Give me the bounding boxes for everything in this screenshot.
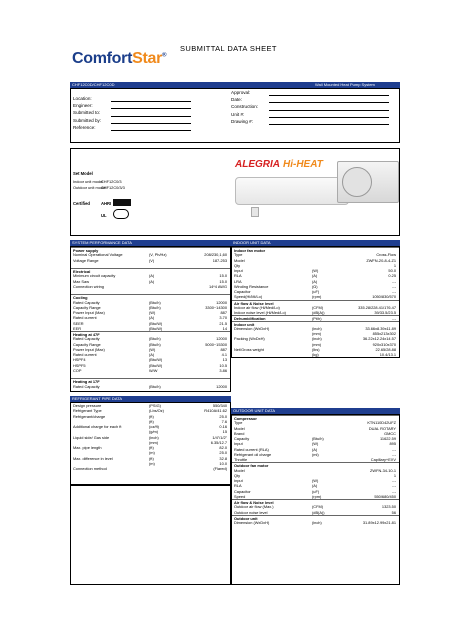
table-row: [232, 520, 399, 525]
outdoor-unit-illustration: [337, 161, 399, 203]
row-value: 550/680/450: [374, 493, 396, 499]
row-value: 887: [220, 310, 227, 315]
row-label: Additional charge for each ft: [73, 424, 122, 429]
row-unit: (kg): [312, 352, 319, 357]
row-label: Liquid side/ Gas side: [73, 434, 110, 440]
row-label: HSPF5: [73, 362, 86, 368]
row-value: 1/4"/1/2": [212, 434, 227, 440]
row-value: (Flared): [213, 466, 227, 471]
row-unit: (uF): [312, 289, 320, 294]
form-field-label: Date:: [231, 97, 242, 103]
row-value: 187-253: [212, 257, 227, 263]
form-field[interactable]: [73, 124, 191, 131]
row-label: Model: [234, 467, 245, 473]
row-value: 895: [389, 441, 396, 447]
table-row: [71, 466, 230, 471]
row-value: 1: [393, 262, 396, 268]
row-label: Rated current: [73, 315, 97, 321]
row-unit: (W): [149, 346, 156, 352]
row-value: 920x310x370: [372, 341, 396, 347]
row-label: LRA: [234, 278, 242, 284]
form-field[interactable]: [231, 111, 389, 118]
row-label: Air flow & Noise level: [234, 500, 274, 505]
logo-text-a: Comfort: [72, 50, 133, 67]
row-value: Capillary+EXV: [370, 457, 396, 462]
row-label: Max. pipe length: [73, 445, 102, 450]
row-unit: (m): [149, 450, 155, 456]
row-unit: (ft): [149, 413, 154, 419]
row-label: Compressor: [234, 416, 257, 421]
row-unit: (mm): [312, 331, 322, 336]
form-field-input-line[interactable]: [111, 125, 191, 131]
row-unit: (rpm): [312, 294, 322, 300]
form-field[interactable]: [73, 109, 191, 116]
row-value: ---: [392, 289, 396, 294]
row-unit: (ft): [149, 455, 154, 461]
row-label: Connection wiring: [73, 283, 104, 289]
row-value: 12000: [216, 336, 227, 342]
row-label: Outdoor fan motor: [234, 463, 269, 469]
row-label: Outdoor unit: [234, 515, 258, 521]
row-unit: (Btu/W): [149, 357, 163, 363]
row-label: Indoor noise level (Hi/Med/Lo): [234, 310, 286, 315]
row-unit: (rpm): [312, 493, 322, 499]
remote-control-illustration: [251, 207, 259, 217]
outdoor-model-value: CHF12C0/3/3: [101, 185, 125, 190]
row-unit: (Pt/h): [312, 316, 322, 322]
row-value: GMCC: [384, 430, 396, 436]
form-field[interactable]: [73, 95, 191, 102]
system-performance-table: [70, 246, 231, 392]
row-value: 36.22x12.24x14.57: [362, 336, 396, 342]
row-value: R410A/41.62: [204, 408, 227, 414]
row-unit: (PSIG): [149, 403, 161, 408]
row-label: Rated current: [73, 352, 97, 357]
row-value: 13: [222, 357, 227, 363]
form-field-label: Location:: [73, 96, 92, 101]
row-label: Refrigerant/charge: [73, 413, 106, 419]
row-value: 1: [393, 472, 396, 478]
row-label: Capacity: [234, 436, 250, 441]
row-value: ---: [392, 488, 396, 494]
row-value: 15.0: [219, 273, 227, 279]
ul-label: UL: [101, 213, 107, 218]
row-label: Power Input (Max): [73, 346, 105, 352]
row-label: Refrigerant oil charge: [234, 451, 272, 457]
row-value: 1323.50: [381, 504, 396, 510]
row-value: 10.4/13.1: [379, 352, 396, 357]
row-label: Winding Resistance: [234, 283, 269, 289]
set-model-title: Set Model: [73, 171, 93, 176]
row-unit: (CFM): [312, 304, 324, 310]
form-field-input-line[interactable]: [111, 118, 191, 124]
row-label: Electrical: [73, 269, 91, 274]
row-value: 7.6: [221, 418, 227, 424]
row-label: Throttle: [234, 457, 248, 462]
row-label: Capacitor: [234, 488, 251, 494]
row-unit: (oz/ft): [149, 424, 159, 429]
comfortstar-logo: [72, 50, 166, 68]
row-value: 5000~15300: [205, 341, 227, 347]
form-field-input-line[interactable]: [111, 111, 191, 117]
indoor-unit-illustration: [235, 177, 349, 205]
row-label: Type: [234, 252, 243, 258]
row-unit: (Btu/h): [312, 436, 324, 441]
form-field[interactable]: [231, 118, 389, 125]
row-unit: (mm): [149, 439, 159, 445]
row-unit: (Btu/h): [149, 383, 161, 389]
row-value: 82.0: [219, 445, 227, 450]
product-image: [233, 153, 399, 213]
row-value: 22.65/28.88: [375, 346, 396, 352]
row-label: Capacity Range: [73, 341, 101, 347]
row-unit: (dB(A)): [312, 509, 325, 515]
row-label: Input: [234, 441, 243, 447]
indoor-unit-bar: INDOOR UNIT DATA: [231, 240, 400, 246]
indoor-unit-table: [231, 246, 400, 358]
model-header-right: Wall Mounted Heat Pump System: [315, 82, 375, 87]
row-value: 21.5: [219, 320, 227, 326]
row-value: 14*4 AWG: [208, 283, 227, 289]
logo-mark: ®: [162, 52, 167, 59]
row-label: Nominal Operational Voltage: [73, 252, 123, 258]
blank-area: [70, 485, 231, 585]
row-value: 25.0: [219, 450, 227, 456]
row-unit: (m): [149, 460, 155, 466]
row-value: 11622.59: [380, 436, 396, 441]
row-value: ---: [392, 483, 396, 489]
row-unit: (inch): [312, 336, 322, 342]
indoor-model-value: CHF12C0/3: [101, 179, 122, 184]
row-value: KTN110D42UFZ: [367, 420, 396, 426]
refrigerant-pipe-table: [70, 402, 231, 485]
row-label: Dimension (WxDxH): [234, 520, 270, 525]
row-label: Power supply: [73, 248, 99, 253]
row-unit: (ml): [312, 451, 319, 457]
row-label: Indoor unit: [234, 321, 255, 327]
row-value: 31.89x12.99x21.81: [362, 520, 396, 525]
row-label: EER: [73, 325, 81, 331]
row-label: Outdoor air flow (Max.): [234, 504, 274, 510]
row-unit: (A): [312, 483, 318, 489]
ahri-label: AHRI: [101, 201, 112, 206]
form-field-input-line[interactable]: [269, 105, 389, 111]
row-label: HSPF4: [73, 357, 86, 363]
form-right-column: [231, 89, 389, 125]
row-value: 335.28/228.41/176.47: [358, 304, 396, 310]
row-value: 0.25: [388, 273, 396, 279]
row-label: Brand: [234, 430, 245, 436]
row-value: ---: [392, 451, 396, 457]
table-row: [232, 352, 399, 357]
row-label: Voltage Range: [73, 257, 99, 263]
row-label: RLA: [234, 273, 242, 279]
row-value: 25.0: [219, 413, 227, 419]
set-model-box: [70, 148, 400, 236]
form-field[interactable]: [231, 89, 389, 96]
row-label: SEER: [73, 320, 84, 326]
row-value: ---: [392, 283, 396, 289]
row-unit: (inch): [149, 434, 159, 440]
row-unit: (Btu/h): [149, 304, 161, 310]
row-unit: (W): [312, 441, 319, 447]
certified-label: Certified: [73, 201, 90, 206]
row-value: 4.1: [221, 352, 227, 357]
row-label: Capacitor: [234, 289, 251, 294]
row-label: Air flow & Noise level: [234, 300, 274, 306]
form-field-label: Reference:: [73, 124, 96, 130]
row-label: Type: [234, 420, 243, 426]
row-label: Model: [234, 425, 245, 431]
row-unit: (dB(A)): [312, 310, 325, 315]
row-unit: (inch): [312, 520, 322, 525]
row-value: 6.35/12.7: [210, 439, 227, 445]
row-label: Capacity Range: [73, 304, 101, 310]
row-label: Heating at 47F: [73, 332, 100, 337]
row-value: 56: [391, 509, 396, 515]
row-label: Speed(Hi/Mi/Lo): [234, 294, 263, 300]
row-value: 10.0: [219, 460, 227, 466]
row-unit: (A): [149, 352, 155, 357]
form-field[interactable]: [73, 117, 191, 124]
row-label: Net/Gross weight: [234, 346, 264, 352]
page-title: SUBMITTAL DATA SHEET: [180, 44, 277, 53]
row-label: Dehumidification: [234, 316, 266, 322]
row-label: Input: [234, 268, 243, 273]
row-label: Cooling: [73, 295, 88, 301]
row-value: ---: [392, 446, 396, 452]
row-unit: (A): [149, 278, 155, 284]
form-field-label: Submitted to:: [73, 110, 101, 116]
row-label: COP: [73, 367, 82, 373]
table-row: [71, 389, 230, 394]
row-value: 32.8: [219, 455, 227, 461]
row-unit: (A): [312, 446, 318, 452]
row-value: 0.16: [219, 424, 227, 429]
logo-text-b: Star: [132, 50, 163, 67]
row-value: ---: [392, 478, 396, 483]
form-field[interactable]: [231, 103, 389, 110]
model-header-left: CHF12C0D/CHF12C0D: [72, 82, 115, 87]
row-label: Refrigerant Type: [73, 408, 102, 414]
row-value: ZWFN-20-8-4-Z1: [366, 257, 396, 263]
row-unit: (W): [149, 310, 156, 315]
row-label: Qty: [234, 472, 241, 478]
row-unit: (CFM): [312, 504, 324, 510]
indoor-model-label: Indoor unit model: [73, 179, 104, 184]
form-field-label: Construction:: [231, 104, 259, 110]
row-unit: (W): [312, 478, 319, 483]
row-label: Input: [234, 478, 243, 483]
form-field[interactable]: [73, 102, 191, 109]
row-unit: W/W: [149, 367, 158, 373]
form-field-input-line[interactable]: [269, 119, 389, 125]
row-unit: (Ω): [312, 283, 318, 289]
row-unit: (g/m): [149, 429, 159, 435]
row-value: 33.66x8.39x11.89: [365, 325, 396, 331]
row-label: RLA: [234, 483, 242, 489]
form-field-label: Drawing #:: [231, 118, 253, 124]
row-value: 3300~14300: [205, 304, 227, 310]
form-field-input-line[interactable]: [269, 112, 389, 118]
row-unit: (A): [312, 278, 318, 284]
row-value: 14: [222, 325, 227, 331]
row-value: 1050/830/570: [372, 294, 396, 300]
row-value: DUAL ROTARY: [368, 425, 396, 431]
form-left-column: [73, 95, 191, 131]
system-performance-bar: SYSTEM PERFORMANCE DATA: [70, 240, 231, 246]
row-value: 15: [222, 429, 227, 435]
row-value: 3.70: [219, 315, 227, 321]
row-value: 12000: [216, 383, 227, 389]
row-label: Rated Capacity: [73, 299, 100, 305]
product-brand-text: ALEGRIA: [235, 159, 280, 170]
outdoor-unit-bar: OUTDOOR UNIT DATA: [231, 408, 400, 414]
project-info-form: [70, 88, 400, 143]
row-value: 39/33.5/23.5: [374, 310, 396, 315]
form-field-label: Engineer:: [73, 103, 93, 109]
row-unit: (uF): [312, 488, 320, 494]
row-value: Cross-Flow: [376, 252, 396, 258]
row-unit: (V, Ph/Hz): [149, 252, 167, 258]
row-label: Dimension (WxDxH): [234, 325, 270, 331]
row-unit: (ft): [149, 445, 154, 450]
row-unit: (ft): [149, 418, 154, 424]
ul-logo-icon: [113, 209, 129, 219]
row-label: Design pressure: [73, 403, 102, 408]
form-field[interactable]: [231, 96, 389, 103]
row-value: 208/230,1,60: [204, 252, 227, 258]
row-unit: (W): [312, 268, 319, 273]
row-label: Max Saw: [73, 278, 89, 284]
row-value: 550/340: [212, 403, 227, 408]
row-unit: (A): [312, 273, 318, 279]
row-unit: (Btu/h): [149, 341, 161, 347]
row-label: Rated Capacity: [73, 336, 100, 342]
row-label: Qty: [234, 262, 241, 268]
row-label: Rated current (RLA): [234, 446, 269, 452]
row-value: 15.0: [219, 278, 227, 284]
row-label: Speed: [234, 493, 246, 499]
refrigerant-pipe-bar: REFRIGERANT PIPE DATA: [70, 396, 231, 402]
row-unit: (Lbs/Oz): [149, 408, 164, 414]
row-value: 12000: [216, 299, 227, 305]
row-label: Model: [234, 257, 245, 263]
row-unit: (Btu/W): [149, 362, 163, 368]
row-unit: (A): [149, 315, 155, 321]
row-label: Max. difference in level: [73, 455, 113, 461]
row-label: Packing (WxDxH): [234, 336, 265, 342]
row-unit: (Btu/h): [149, 336, 161, 342]
row-unit: (lbs): [312, 346, 320, 352]
row-unit: (mm): [312, 341, 322, 347]
row-value: ---: [392, 316, 396, 322]
row-value: 887: [220, 346, 227, 352]
row-value: 855x213x302: [372, 331, 396, 336]
row-value: 50.0: [388, 268, 396, 273]
row-label: Indoor air flow (Hi/Med/Lo): [234, 304, 280, 310]
form-field-label: Submitted by:: [73, 117, 102, 123]
row-unit: (A): [149, 273, 155, 279]
row-unit: (V): [149, 257, 155, 263]
row-value: ZWFN-34-10-1: [370, 467, 396, 473]
row-label: Power Input (Max): [73, 310, 105, 315]
fan-grille-icon: [342, 167, 372, 197]
row-label: Rated Capacity: [73, 383, 100, 389]
product-sub-text: Hi-HEAT: [283, 159, 323, 170]
outdoor-unit-table: [231, 414, 400, 585]
row-value: 3.86: [219, 367, 227, 373]
row-unit: (Btu/W): [149, 325, 163, 331]
outdoor-model-label: Outdoor unit model: [73, 185, 107, 190]
row-value: 10.5: [219, 362, 227, 368]
row-unit: (inch): [312, 325, 322, 331]
row-label: Minimum circuit capacity: [73, 273, 116, 279]
row-value: ---: [392, 278, 396, 284]
row-unit: (Btu/h): [149, 299, 161, 305]
row-label: Heating at 17F: [73, 379, 100, 385]
row-label: Connection method: [73, 466, 107, 471]
row-label: Indoor fan motor: [234, 248, 266, 253]
ahri-certified-logo: [113, 199, 131, 206]
form-field-label: Unit #:: [231, 111, 245, 117]
row-unit: (Btu/W): [149, 320, 163, 326]
row-label: Outdoor noise level: [234, 509, 268, 515]
form-field-label: Approval:: [231, 90, 251, 95]
